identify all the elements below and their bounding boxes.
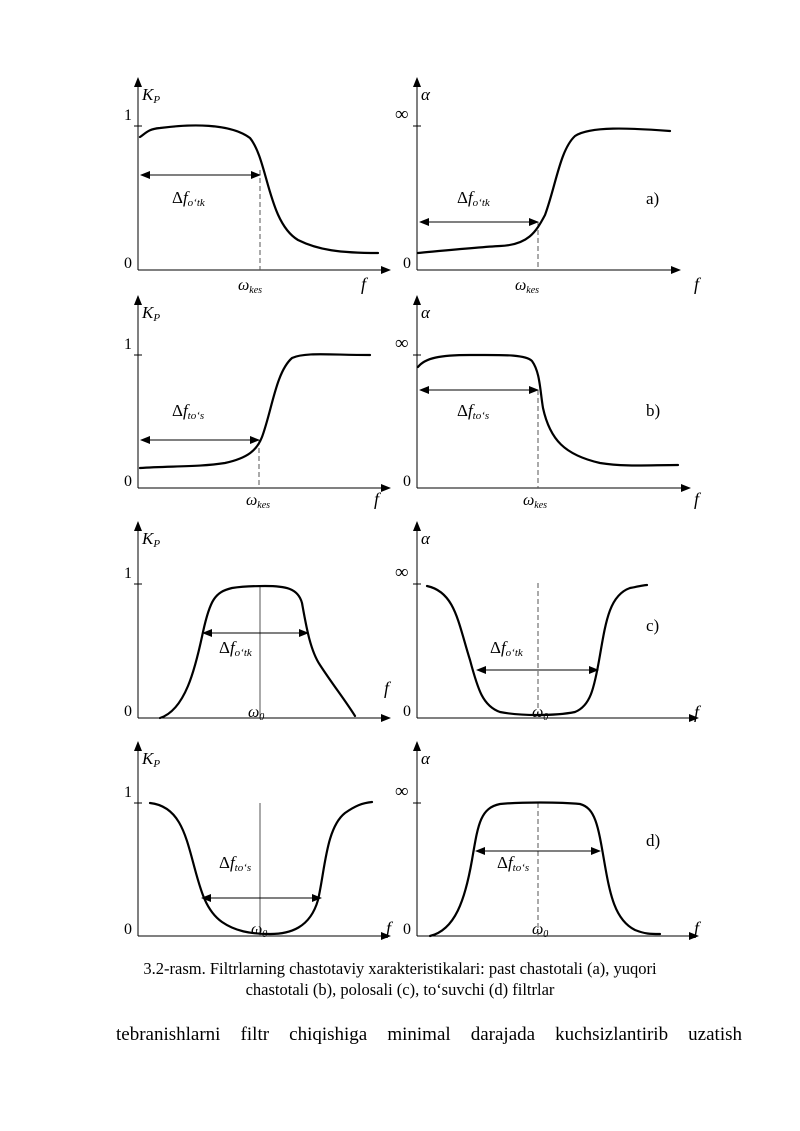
panel-a-kp xyxy=(124,78,390,296)
y-axis-label: KP xyxy=(142,529,161,550)
body-text-line: tebranishlarni filtr chiqishiga minimal darajada kuchsizlantirib uzatish xyxy=(116,1024,742,1045)
panel-tag: b) xyxy=(646,401,661,420)
y-tick-label: 1 xyxy=(124,784,132,801)
zero-label: 0 xyxy=(124,921,132,938)
panel-tag: d) xyxy=(646,831,661,850)
characteristic-curve xyxy=(430,803,660,937)
bandwidth-label: Δfo‘tk xyxy=(172,188,205,209)
y-axis-label: α xyxy=(421,529,430,548)
bandwidth-label: Δfto‘s xyxy=(497,853,530,874)
y-tick-label: ∞ xyxy=(395,333,409,354)
y-axis-label: α xyxy=(421,85,430,104)
bandwidth-label: Δfto‘s xyxy=(219,853,252,874)
characteristic-curve xyxy=(160,586,355,718)
panel-d-kp xyxy=(124,742,394,940)
characteristic-curve xyxy=(418,129,670,253)
x-axis-label: f xyxy=(694,489,700,509)
x-axis-label: f xyxy=(386,918,392,938)
frequency-marker-label: ωkes xyxy=(523,492,548,511)
x-axis-label: f xyxy=(384,678,390,698)
characteristic-curve xyxy=(150,802,372,934)
zero-label: 0 xyxy=(403,921,411,938)
y-tick-label: ∞ xyxy=(395,781,409,802)
panel-b-kp xyxy=(124,296,390,511)
y-axis-label: KP xyxy=(142,749,161,770)
panel-b-alpha xyxy=(395,296,702,511)
frequency-marker-label: ω0 xyxy=(532,921,549,940)
frequency-marker-label: ωkes xyxy=(246,492,271,511)
y-axis-label: KP xyxy=(142,303,161,324)
frequency-marker-label: ωkes xyxy=(515,277,540,296)
bandwidth-label: Δfto‘s xyxy=(457,401,490,422)
y-axis-label: α xyxy=(421,303,430,322)
zero-label: 0 xyxy=(403,255,411,272)
frequency-marker-label: ω0 xyxy=(248,704,265,723)
bandwidth-label: Δfo‘tk xyxy=(219,638,252,659)
y-tick-label: ∞ xyxy=(395,104,409,125)
panel-a-alpha xyxy=(395,78,702,296)
zero-label: 0 xyxy=(403,473,411,490)
x-axis-label: f xyxy=(694,918,700,938)
zero-label: 0 xyxy=(124,473,132,490)
figure-caption xyxy=(100,958,700,1000)
zero-label: 0 xyxy=(124,703,132,720)
y-axis-label: KP xyxy=(142,85,161,106)
bandwidth-label: Δfto‘s xyxy=(172,401,205,422)
caption-line-2: chastotali (b), polosali (c), to‘suvchi (d) filtrlar xyxy=(245,980,555,999)
panel-c-alpha xyxy=(395,522,702,723)
panel-c-kp xyxy=(124,522,392,723)
y-axis-label: α xyxy=(421,749,430,768)
frequency-marker-label: ωkes xyxy=(238,277,263,296)
panel-tag: c) xyxy=(646,616,660,635)
y-tick-label: ∞ xyxy=(395,562,409,583)
x-axis-label: f xyxy=(361,274,367,294)
zero-label: 0 xyxy=(124,255,132,272)
y-tick-label: 1 xyxy=(124,565,132,582)
frequency-marker-label: ω0 xyxy=(532,704,549,723)
bandwidth-label: Δfo‘tk xyxy=(490,638,523,659)
x-axis-label: f xyxy=(694,274,700,294)
characteristic-curve xyxy=(427,585,647,715)
caption-line-1: 3.2-rasm. Filtrlarning chastotaviy xarakteristikalari: past chastotali (a), yuqori xyxy=(143,959,657,978)
bandwidth-label: Δfo‘tk xyxy=(457,188,490,209)
x-axis-label: f xyxy=(694,702,700,722)
x-axis-label: f xyxy=(374,489,380,509)
y-tick-label: 1 xyxy=(124,336,132,353)
y-tick-label: 1 xyxy=(124,107,132,124)
frequency-marker-label: ω0 xyxy=(251,921,268,940)
panel-d-alpha xyxy=(395,742,702,940)
zero-label: 0 xyxy=(403,703,411,720)
panel-tag: a) xyxy=(646,189,660,208)
